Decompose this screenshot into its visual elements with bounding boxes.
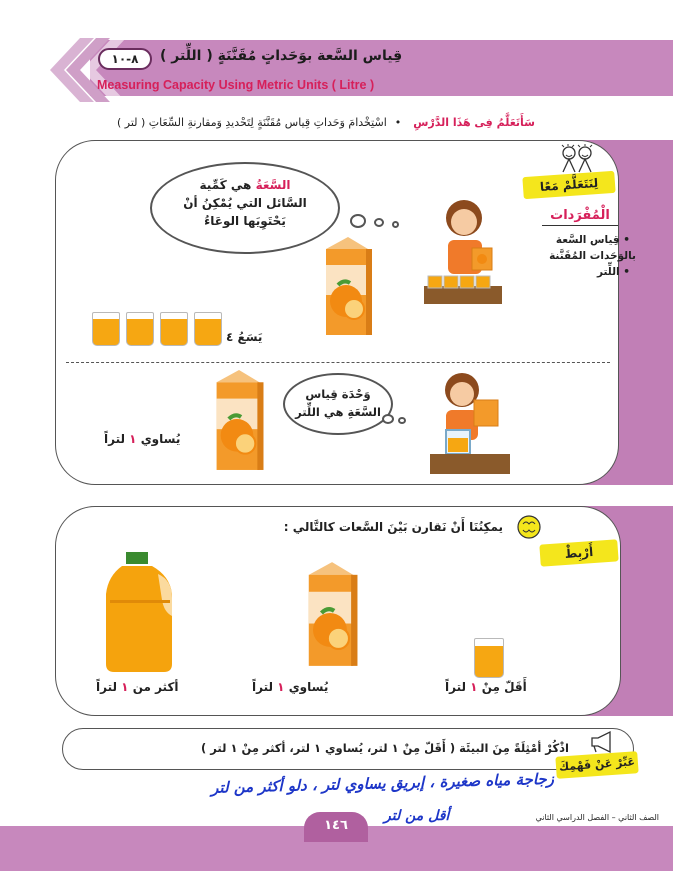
small-glass-icon — [474, 638, 504, 678]
litre-cloud: وَحْدَة قِياس السَّعَةِ هي اللِّتر — [283, 373, 393, 435]
learn-together-label: لِنَتَعَلَّمْ مَعًا — [522, 171, 615, 199]
girl-measuring-illustration — [430, 370, 510, 474]
page-number: ١٤٦ — [304, 812, 368, 842]
thought-bubble-dot — [374, 218, 384, 227]
lesson-title-en: Measuring Capacity Using Metric Units ( Litre ) — [97, 78, 375, 92]
lesson-objective — [117, 116, 535, 129]
equals-one-litre-label: يُساوي ١ لتراً — [104, 432, 181, 446]
juice-carton-icon — [208, 368, 268, 472]
lesson-number: ٨-١٠ — [98, 48, 152, 70]
holds-label: يَسَعُ ٤ — [226, 330, 263, 344]
objective-text: اسْتِخْدامَ وَحَداتِ قِياس مُقَنَّنَةٍ لِتَحْديدِ وَمقارنةِ السِّعَاتِ ( لتر ) — [116, 116, 387, 129]
brain-icon — [514, 512, 544, 542]
juice-glass-icon — [160, 312, 188, 346]
grade-semester-text: الصف الثاني – الفصل الدراسي الثاني — [535, 813, 659, 822]
megaphone-icon — [588, 730, 616, 754]
thought-bubble-dot — [398, 417, 406, 424]
thought-bubble-dot — [350, 214, 366, 228]
objective-label: سَأَتَعَلَّمُ فِى هَذَا الدَّرْسِ — [413, 116, 535, 129]
juice-jug-icon — [100, 552, 180, 672]
vocabulary-item: • قِياس السَّعة — [555, 234, 630, 246]
vocabulary-box — [530, 208, 636, 348]
thought-bubble-dot — [392, 221, 399, 228]
juice-carton-icon — [318, 235, 376, 337]
less-than-label: أَقَلّ مِنْ ١ لتراً — [445, 680, 527, 694]
lesson-title-ar: قِياس السَّعة بوَحَداتٍ مُقَنَّنَةٍ ( اللِّتر ) — [160, 48, 403, 64]
more-than-label: أكثر من ١ لتراً — [96, 680, 179, 694]
handwritten-answer-line-1: زجاجة مياه صغيرة ، إبريق يساوي لتر ، دلو أكثر من لتر — [210, 769, 555, 797]
juice-carton-icon — [300, 560, 362, 668]
bullet-dot: • — [394, 116, 402, 129]
juice-glass-icon — [126, 312, 154, 346]
panel-divider — [66, 362, 610, 363]
girl-pouring-illustration — [424, 196, 502, 304]
kids-icon — [556, 144, 598, 174]
compare-title: يمكِنُنَا أَنْ نَقارن بَيْنَ السَّعات كالتَّالي : — [283, 520, 503, 534]
vocabulary-title: الْمُفْرَدات — [542, 208, 618, 226]
handwritten-answer-line-2: أقل من لتر — [384, 808, 450, 824]
juice-glass-icon — [194, 312, 222, 346]
express-label: عَبِّرْ عَنْ فَهْمِكَ — [555, 751, 638, 779]
vocabulary-item: • اللِّتر — [596, 266, 630, 278]
vocabulary-item: بالوَحَدات المُقَنَّنة — [549, 250, 636, 262]
equals-label: يُساوي ١ لتراً — [252, 680, 329, 694]
juice-glass-icon — [92, 312, 120, 346]
capacity-word: السَّعَةُ — [255, 178, 291, 192]
connect-label: أَرْبِطْ — [539, 539, 618, 566]
definition-cloud: السَّعَةُ هي كَمِّية السَّائل التي يُمْكِنُ أنْ يَحْتَوِيَها الوعَاءُ — [150, 162, 340, 254]
thought-bubble-dot — [382, 414, 394, 424]
express-prompt: اذْكُرْ أمْثِلَةً مِنَ البيئَة ( أَقَلّ مِنْ ١ لتر، يُساوي ١ لتر، أكثر مِنْ ١ لتر ) — [201, 741, 569, 755]
